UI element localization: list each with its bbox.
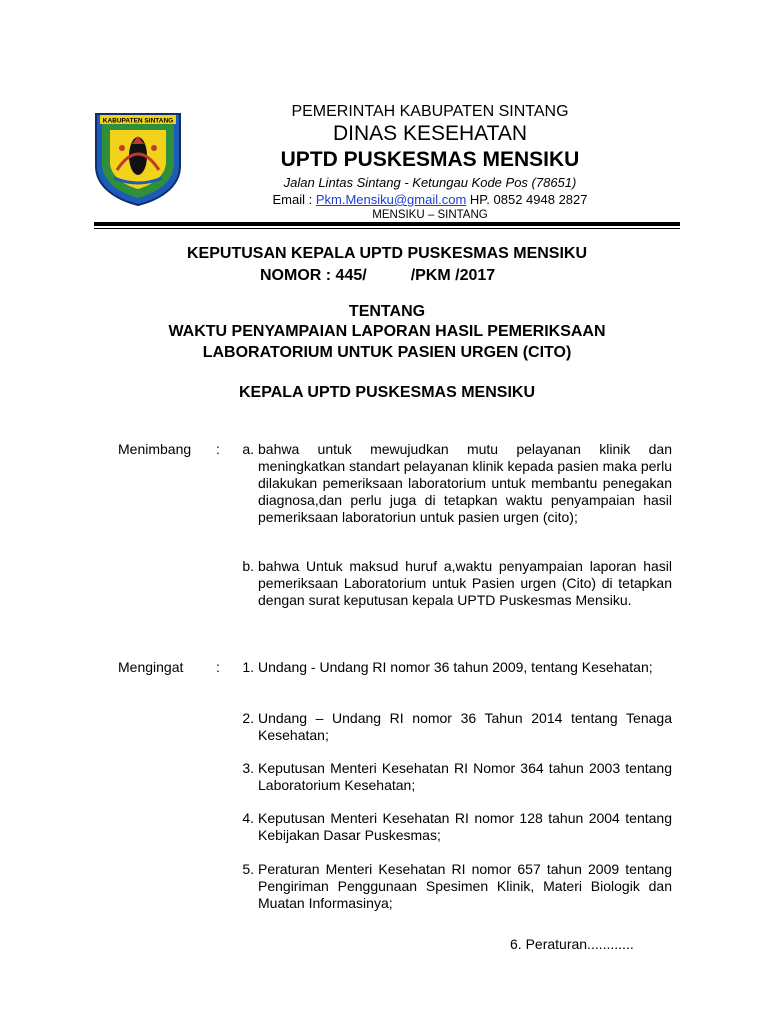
list-item [230, 710, 672, 744]
list-marker: 2. [242, 710, 254, 726]
list-marker: b. [242, 558, 254, 574]
phone: HP. 0852 4948 2827 [466, 192, 588, 207]
list-item [230, 810, 672, 844]
number-suffix: /PKM /2017 [410, 267, 496, 284]
colon: : [216, 441, 220, 457]
list-marker: 1. [242, 659, 254, 675]
list-item [230, 441, 672, 526]
mengingat-label: Mengingat [118, 659, 184, 675]
institution-name: UPTD PUSKESMAS MENSIKU [280, 148, 580, 171]
list-item [230, 659, 672, 676]
list-marker: a. [242, 441, 254, 457]
list-text: Keputusan Menteri Kesehatan RI nomor 128 tahun 2004 tentang Kebijakan Dasar Puskesmas; [258, 810, 672, 843]
agency-name: DINAS KESEHATAN [332, 122, 528, 145]
email-link[interactable]: Pkm.Mensiku@gmail.com [315, 192, 467, 207]
page-continuation: 6. Peraturan............ [510, 936, 634, 952]
subject-line-2: LABORATORIUM UNTUK PASIEN URGEN (CITO) [202, 344, 572, 361]
address: Jalan Lintas Sintang - Ketungau Kode Pos (78651) [283, 175, 577, 190]
list-text: Peraturan Menteri Kesehatan RI nomor 657 tahun 2009 tentang Pengiriman Penggunaan Spesimen Klinik, Materi Biologik dan Muatan Informasinya; [258, 861, 672, 911]
decree-title: KEPUTUSAN KEPALA UPTD PUSKESMAS MENSIKU [186, 245, 588, 262]
list-text: Undang - Undang RI nomor 36 tahun 2009, tentang Kesehatan; [258, 659, 653, 675]
list-marker: 5. [242, 861, 254, 877]
emblem-text: KABUPATEN SINTANG [102, 117, 174, 125]
list-item [230, 861, 672, 912]
issuer-heading: KEPALA UPTD PUSKESMAS MENSIKU [238, 384, 536, 401]
subject-line-1: WAKTU PENYAMPAIAN LAPORAN HASIL PEMERIKSAAN [168, 323, 606, 340]
number-prefix: NOMOR : 445/ [260, 267, 367, 284]
colon: : [216, 659, 220, 675]
letterhead-divider-thin [94, 228, 680, 229]
menimbang-label: Menimbang [118, 441, 192, 457]
decree-number [260, 266, 495, 286]
letterhead-divider [94, 222, 680, 226]
list-marker: 3. [242, 760, 254, 776]
contact-line [185, 191, 675, 208]
list-text: Keputusan Menteri Kesehatan RI Nomor 364 tahun 2003 tentang Laboratorium Kesehatan; [258, 760, 672, 793]
letterhead [185, 102, 675, 222]
list-marker: 4. [242, 810, 254, 826]
city: MENSIKU – SINTANG [372, 209, 488, 221]
list-text: bahwa untuk mewujudkan mutu pelayanan klinik dan meningkatkan standart pelayanan klinik kepada pasien maka perlu dilakukan pemeriksaan laboratorium untuk membantu penegakan diagnosa,dan perlu juga di tetapkan waktu penyampaian hasil pemeriksaan laboratoriun untuk pasien urgen (cito); [258, 441, 672, 525]
sintang-regency-emblem [92, 108, 184, 206]
government-name: PEMERINTAH KABUPATEN SINTANG [291, 103, 569, 120]
list-item [230, 558, 672, 609]
list-text: bahwa Untuk maksud huruf a,waktu penyampaian laporan hasil pemeriksaan Laboratorium untuk Pasien urgen (Cito) di tetapkan dengan surat keputusan kepala UPTD Puskesmas Mensiku. [258, 558, 672, 608]
email-label: Email : [272, 192, 316, 207]
tentang-heading: TENTANG [348, 303, 426, 320]
list-text: Undang – Undang RI nomor 36 Tahun 2014 tentang Tenaga Kesehatan; [258, 710, 672, 743]
list-item [230, 760, 672, 794]
